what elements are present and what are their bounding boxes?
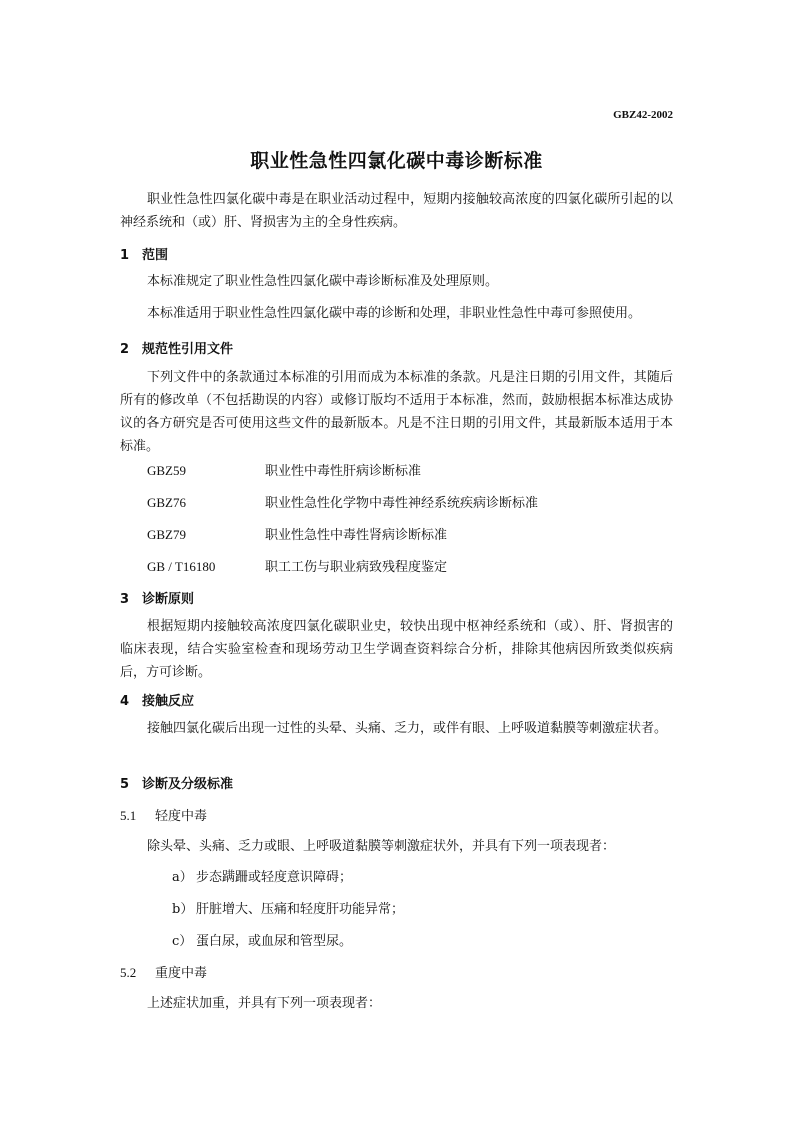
reference-row	[147, 556, 447, 575]
list-item	[172, 866, 352, 885]
section-2-heading	[120, 338, 233, 357]
reference-name: 职业性急性化学物中毒性神经系统疾病诊断标准	[265, 496, 539, 511]
subsection-title: 轻度中毒	[155, 809, 208, 824]
subsection-5-1-heading	[120, 805, 207, 824]
section-4-paragraph-1: 接触四氯化碳后出现一过性的头晕、头痛、乏力，或伴有眼、上呼吸道黏膜等刺激症状者。	[147, 721, 668, 736]
section-number: 5	[120, 777, 130, 792]
subsection-number: 5.2	[120, 965, 137, 980]
intro-paragraph: 职业性急性四氯化碳中毒是在职业活动过程中，短期内接触较高浓度的四氯化碳所引起的以神经系统和（或）肝、肾损害为主的全身性疾病。	[120, 192, 673, 230]
reference-row	[147, 524, 447, 543]
section-number: 1	[120, 248, 130, 263]
section-title: 接触反应	[142, 694, 195, 709]
section-1-paragraph-2: 本标准适用于职业性急性四氯化碳中毒的诊断和处理，非职业性急性中毒可参照使用。	[147, 306, 642, 321]
reference-code: GBZ79	[147, 527, 186, 542]
list-marker: a）	[172, 870, 193, 885]
document-code: GBZ42-2002	[613, 109, 673, 121]
reference-row	[147, 460, 421, 479]
section-3-paragraph-1: 根据短期内接触较高浓度四氯化碳职业史，较快出现中枢神经系统和（或）、肝、肾损害的临床表现，结合实验室检查和现场劳动卫生学调查资料综合分析，排除其他病因所致类似疾病后，方可诊断。	[120, 619, 673, 680]
reference-name: 职业性急性中毒性肾病诊断标准	[265, 528, 448, 543]
section-1-paragraph-1: 本标准规定了职业性急性四氯化碳中毒诊断标准及处理原则。	[147, 274, 499, 289]
section-4-heading	[120, 690, 194, 709]
reference-row	[147, 492, 538, 511]
list-text: 步态蹒跚或轻度意识障碍；	[196, 870, 353, 885]
section-3-heading	[120, 588, 194, 607]
list-marker: b）	[172, 902, 194, 917]
section-5-heading	[120, 773, 233, 792]
subsection-number: 5.1	[120, 808, 137, 823]
subsection-5-2-heading	[120, 962, 207, 981]
list-text: 蛋白尿，或血尿和管型尿。	[196, 934, 353, 949]
section-title: 诊断及分级标准	[142, 777, 234, 792]
list-item	[172, 930, 352, 949]
section-number: 4	[120, 694, 130, 709]
reference-code: GBZ76	[147, 495, 186, 510]
section-title: 诊断原则	[142, 592, 195, 607]
section-1-heading	[120, 244, 168, 263]
list-text: 肝脏增大、压痛和轻度肝功能异常；	[196, 902, 405, 917]
reference-code: GB / T16180	[147, 559, 216, 574]
subsection-5-2-paragraph: 上述症状加重，并具有下列一项表现者：	[147, 996, 382, 1011]
reference-code: GBZ59	[147, 463, 186, 478]
subsection-5-1-paragraph: 除头晕、头痛、乏力或眼、上呼吸道黏膜等刺激症状外，并具有下列一项表现者：	[147, 839, 616, 854]
reference-name: 职业性中毒性肝病诊断标准	[265, 464, 422, 479]
reference-name: 职工工伤与职业病致残程度鉴定	[265, 560, 448, 575]
list-item	[172, 898, 404, 917]
list-marker: c）	[172, 934, 193, 949]
subsection-title: 重度中毒	[155, 966, 208, 981]
section-title: 规范性引用文件	[142, 342, 234, 357]
document-title: 职业性急性四氯化碳中毒诊断标准	[250, 150, 543, 172]
section-title: 范围	[142, 248, 169, 263]
section-2-paragraph-1: 下列文件中的条款通过本标准的引用而成为本标准的条款。凡是注日期的引用文件，其随后所有的修改单（不包括勘误的内容）或修订版均不适用于本标准，然而，鼓励根据本标准达成协议的各方研究是否可使用这些文件的最新版本。凡是不注日期的引用文件，其最新版本适用于本标准。	[120, 370, 673, 454]
section-number: 2	[120, 342, 130, 357]
section-number: 3	[120, 592, 130, 607]
